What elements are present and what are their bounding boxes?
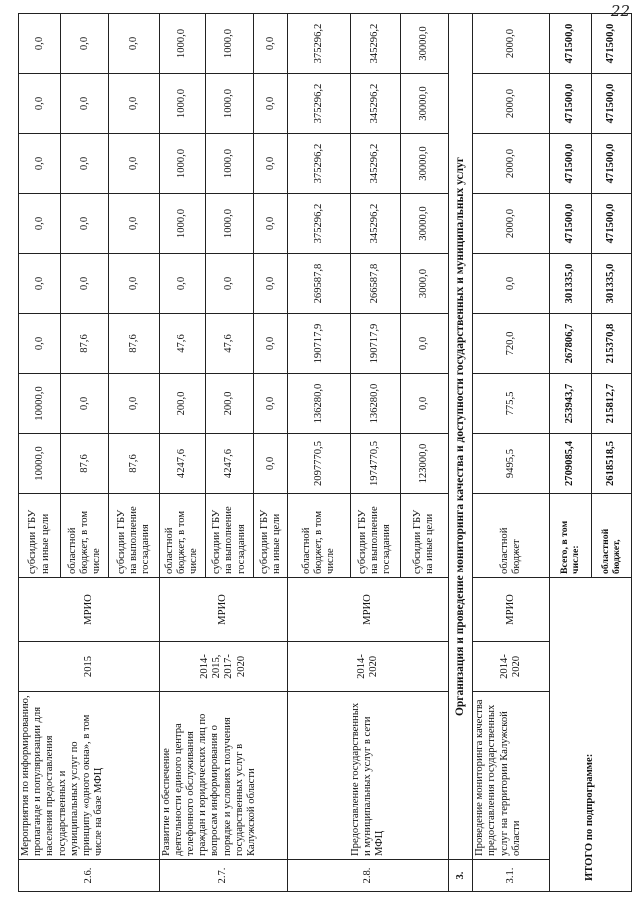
- years: 2015: [19, 642, 160, 692]
- table-row: [159, 14, 205, 892]
- row-number: 2.7.: [159, 860, 288, 892]
- cell-value: 345296,2: [350, 74, 400, 134]
- cell-value: 190717,9: [288, 314, 350, 374]
- executor: МРИО: [473, 578, 549, 642]
- cell-value: 375296,2: [288, 74, 350, 134]
- cell-value: 471500,0: [591, 14, 631, 74]
- cell-value: 345296,2: [350, 194, 400, 254]
- rotated-budget-table-page: [18, 14, 632, 892]
- cell-value: 253943,7: [549, 374, 591, 434]
- cell-value: 0,0: [254, 374, 288, 434]
- cell-value: 215812,7: [591, 374, 631, 434]
- cell-value: 30000,0: [400, 14, 448, 74]
- budget-table: [18, 13, 632, 892]
- funding-source: областной бюджет, в том числе: [159, 494, 205, 578]
- cell-value: 0,0: [254, 434, 288, 494]
- cell-value: 10000,0: [19, 434, 61, 494]
- cell-value: 345296,2: [350, 14, 400, 74]
- cell-value: 0,0: [473, 254, 549, 314]
- cell-value: 0,0: [61, 374, 109, 434]
- cell-value: 0,0: [109, 254, 159, 314]
- cell-value: 345296,2: [350, 134, 400, 194]
- cell-value: 301335,0: [591, 254, 631, 314]
- cell-value: 267806,7: [549, 314, 591, 374]
- table-row: [288, 14, 350, 892]
- years: 2014-2015, 2017-2020: [159, 642, 288, 692]
- cell-value: 215370,8: [591, 314, 631, 374]
- cell-value: 2618518,5: [591, 434, 631, 494]
- funding-source: Всего, в том числе:: [549, 494, 591, 578]
- cell-value: 1000,0: [159, 14, 205, 74]
- cell-value: 0,0: [109, 74, 159, 134]
- cell-value: 0,0: [109, 194, 159, 254]
- total-label: ИТОГО по подпрограмме:: [549, 578, 631, 892]
- cell-value: 0,0: [19, 134, 61, 194]
- cell-value: 2097770,5: [288, 434, 350, 494]
- total-row: [549, 14, 591, 892]
- cell-value: 30000,0: [400, 134, 448, 194]
- section-number: 3.: [449, 860, 473, 892]
- funding-source: областной бюджет,: [591, 494, 631, 578]
- measure-name: Развитие и обеспечение деятельности единого центра телефонного обслуживания граждан и юридических лиц по вопросам информирования о порядке и условиях получения государственных услуг в Калужской области: [159, 692, 288, 860]
- cell-value: 0,0: [19, 314, 61, 374]
- cell-value: 0,0: [254, 254, 288, 314]
- cell-value: 301335,0: [549, 254, 591, 314]
- cell-value: 0,0: [254, 194, 288, 254]
- table-row: [473, 14, 549, 892]
- cell-value: 2000,0: [473, 14, 549, 74]
- cell-value: 2000,0: [473, 134, 549, 194]
- section-title: Организация и проведение мониторинга качества и доступности государственных и муниципальных услуг: [449, 14, 473, 860]
- cell-value: 87,6: [109, 314, 159, 374]
- section-row: [449, 14, 473, 892]
- funding-source: субсидии ГБУ на иные цели: [19, 494, 61, 578]
- cell-value: 47,6: [159, 314, 205, 374]
- cell-value: 30000,0: [400, 74, 448, 134]
- cell-value: 136280,0: [350, 374, 400, 434]
- cell-value: 0,0: [109, 14, 159, 74]
- cell-value: 1000,0: [205, 14, 253, 74]
- cell-value: 471500,0: [591, 194, 631, 254]
- cell-value: 471500,0: [591, 134, 631, 194]
- years: 2014-2020: [288, 642, 449, 692]
- cell-value: 123000,0: [400, 434, 448, 494]
- cell-value: 10000,0: [19, 374, 61, 434]
- cell-value: 0,0: [400, 374, 448, 434]
- funding-source: субсидии ГБУ на иные цели: [254, 494, 288, 578]
- cell-value: 375296,2: [288, 14, 350, 74]
- cell-value: 1974770,5: [350, 434, 400, 494]
- measure-name: Мероприятия по информированию, пропаганде и популяризации для населения предоставления государственных и муниципальных услуг по принципу «одного окна», в том числе на базе МФЦ: [19, 692, 160, 860]
- table-row: [19, 14, 61, 892]
- executor: МРИО: [19, 578, 160, 642]
- cell-value: 3000,0: [400, 254, 448, 314]
- cell-value: 0,0: [109, 374, 159, 434]
- measure-name: Проведение мониторинга качества предоставления государственных услуг на территории Калужской области: [473, 692, 549, 860]
- cell-value: 0,0: [159, 254, 205, 314]
- cell-value: 0,0: [61, 74, 109, 134]
- cell-value: 0,0: [19, 14, 61, 74]
- cell-value: 4247,6: [205, 434, 253, 494]
- cell-value: 1000,0: [159, 74, 205, 134]
- cell-value: 0,0: [19, 194, 61, 254]
- funding-source: областной бюджет: [473, 494, 549, 578]
- cell-value: 0,0: [19, 74, 61, 134]
- cell-value: 471500,0: [549, 134, 591, 194]
- row-number: 2.6.: [19, 860, 160, 892]
- cell-value: 9495,5: [473, 434, 549, 494]
- measure-name: Предоставление государственных и муниципальных услуг в сети МФЦ: [288, 692, 449, 860]
- cell-value: 1000,0: [159, 134, 205, 194]
- cell-value: 1000,0: [205, 194, 253, 254]
- cell-value: 0,0: [61, 194, 109, 254]
- cell-value: 269587,8: [288, 254, 350, 314]
- cell-value: 0,0: [205, 254, 253, 314]
- cell-value: 87,6: [109, 434, 159, 494]
- cell-value: 0,0: [254, 314, 288, 374]
- cell-value: 2709085,4: [549, 434, 591, 494]
- cell-value: 2000,0: [473, 194, 549, 254]
- cell-value: 471500,0: [591, 74, 631, 134]
- years: 2014-2020: [473, 642, 549, 692]
- page-number: 22: [610, 2, 630, 20]
- cell-value: 0,0: [254, 14, 288, 74]
- executor: МРИО: [159, 578, 288, 642]
- cell-value: 0,0: [254, 74, 288, 134]
- cell-value: 471500,0: [549, 194, 591, 254]
- funding-source: субсидии ГБУ на выполнение госзадания: [205, 494, 253, 578]
- cell-value: 30000,0: [400, 194, 448, 254]
- row-number: 2.8.: [288, 860, 449, 892]
- cell-value: 0,0: [254, 134, 288, 194]
- cell-value: 375296,2: [288, 134, 350, 194]
- cell-value: 0,0: [61, 14, 109, 74]
- cell-value: 0,0: [61, 254, 109, 314]
- cell-value: 0,0: [109, 134, 159, 194]
- cell-value: 190717,9: [350, 314, 400, 374]
- funding-source: субсидии ГБУ на иные цели: [400, 494, 448, 578]
- cell-value: 375296,2: [288, 194, 350, 254]
- funding-source: областной бюджет, в том числе: [61, 494, 109, 578]
- cell-value: 136280,0: [288, 374, 350, 434]
- cell-value: 4247,6: [159, 434, 205, 494]
- cell-value: 0,0: [400, 314, 448, 374]
- cell-value: 720,0: [473, 314, 549, 374]
- funding-source: субсидии ГБУ на выполнение госзадания: [109, 494, 159, 578]
- cell-value: 47,6: [205, 314, 253, 374]
- row-number: 3.1.: [473, 860, 549, 892]
- cell-value: 471500,0: [549, 14, 591, 74]
- cell-value: 200,0: [159, 374, 205, 434]
- cell-value: 0,0: [19, 254, 61, 314]
- executor: МРИО: [288, 578, 449, 642]
- cell-value: 266587,8: [350, 254, 400, 314]
- cell-value: 1000,0: [205, 134, 253, 194]
- cell-value: 1000,0: [159, 194, 205, 254]
- cell-value: 200,0: [205, 374, 253, 434]
- cell-value: 1000,0: [205, 74, 253, 134]
- funding-source: субсидии ГБУ на выполнение госзадания: [350, 494, 400, 578]
- cell-value: 87,6: [61, 314, 109, 374]
- funding-source: областной бюджет, в том числе: [288, 494, 350, 578]
- cell-value: 2000,0: [473, 74, 549, 134]
- cell-value: 87,6: [61, 434, 109, 494]
- cell-value: 0,0: [61, 134, 109, 194]
- cell-value: 471500,0: [549, 74, 591, 134]
- cell-value: 775,5: [473, 374, 549, 434]
